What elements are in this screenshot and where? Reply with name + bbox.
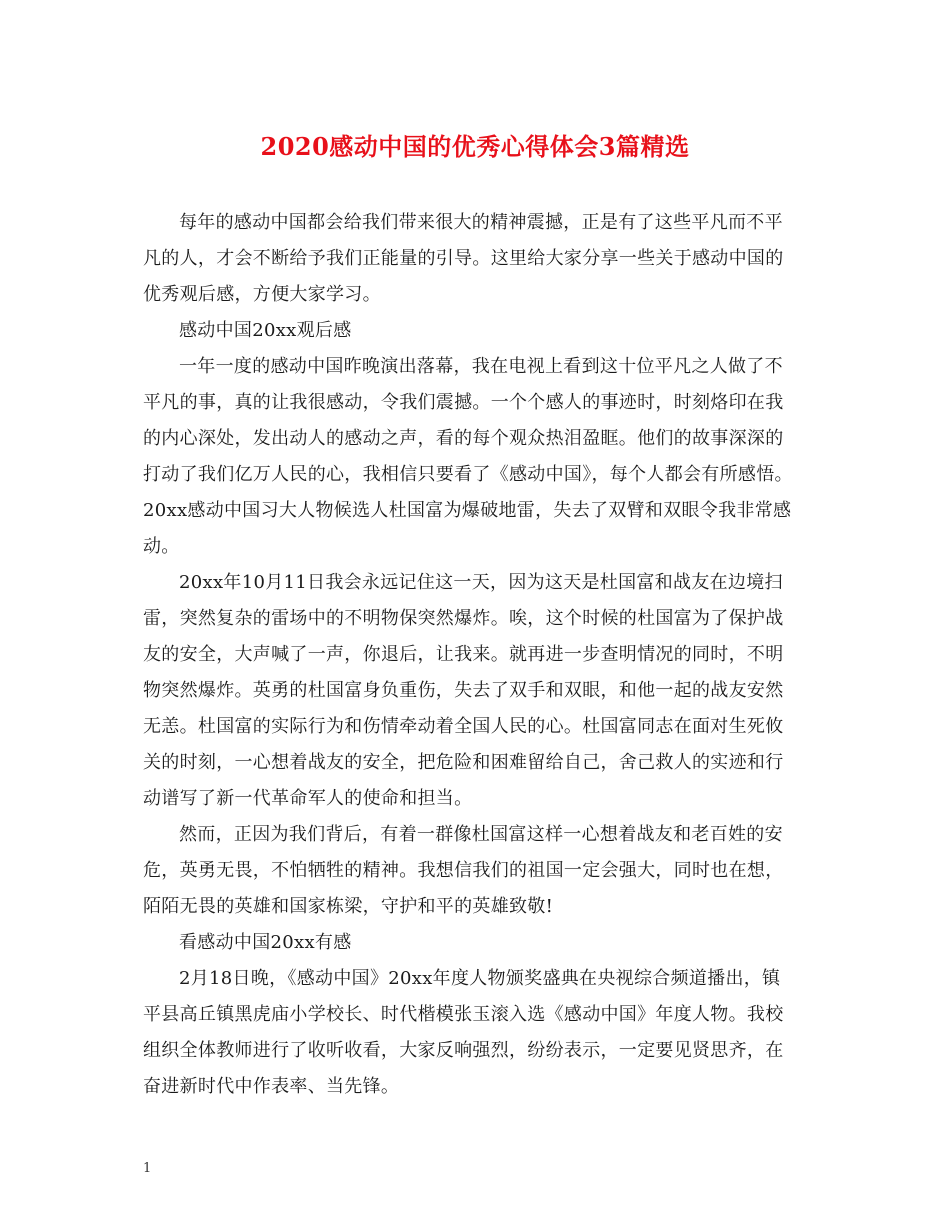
- paragraph-line: 每年的感动中国都会给我们带来很大的精神震撼，正是有了这些平凡而不平: [179, 212, 783, 233]
- paragraph-line: 关的时刻，一心想着战友的安全，把危险和困难留给自己，舍己救人的实迹和行: [143, 752, 784, 773]
- paragraph-line: 雷，突然复杂的雷场中的不明物保突然爆炸。唉，这个时候的杜国富为了保护战: [143, 608, 784, 629]
- paragraph-line: 无恙。杜国富的实际行为和伤情牵动着全国人民的心。杜国富同志在面对生死攸: [143, 716, 784, 737]
- paragraph-line: 打动了我们亿万人民的心，我相信只要看了《感动中国》，每个人都会有所感悟。: [143, 464, 793, 485]
- paragraph-line: 组织全体教师进行了收听收看，大家反响强烈，纷纷表示，一定要见贤思齐，在: [143, 1040, 784, 1061]
- paragraph-line: 危，英勇无畏，不怕牺牲的精神。我想信我们的祖国一定会强大，同时也在想，: [143, 860, 784, 881]
- paragraph-line: 的内心深处，发出动人的感动之声，看的每个观众热泪盈眶。他们的故事深深的: [143, 428, 784, 449]
- paragraph-line: 物突然爆炸。英勇的杜国富身负重伤，失去了双手和双眼，和他一起的战友安然: [143, 680, 784, 701]
- paragraph-line: 然而，正因为我们背后，有着一群像杜国富这样一心想着战友和老百姓的安: [179, 824, 783, 845]
- paragraph-line: 陌陌无畏的英雄和国家栋梁，守护和平的英雄致敬!: [143, 896, 554, 917]
- paragraph-line: 奋进新时代中作表率、当先锋。: [143, 1076, 400, 1097]
- paragraph-line: 动。: [143, 536, 180, 557]
- paragraph-line: 平县高丘镇黑虎庙小学校长、时代楷模张玉滚入选《感动中国》年度人物。我校: [143, 1004, 784, 1025]
- section-heading: 感动中国20xx观后感: [179, 320, 352, 341]
- paragraph-line: 20xx年10月11日我会永远记住这一天，因为这天是杜国富和战友在边境扫: [179, 572, 783, 593]
- paragraph-line: 一年一度的感动中国昨晚演出落幕，我在电视上看到这十位平凡之人做了不: [179, 356, 783, 377]
- paragraph-line: 平凡的事，真的让我很感动，令我们震撼。一个个感人的事迹时，时刻烙印在我: [143, 392, 784, 413]
- document-title: 2020感动中国的优秀心得体会3篇精选: [260, 132, 690, 161]
- paragraph-line: 凡的人，才会不断给予我们正能量的引导。这里给大家分享一些关于感动中国的: [143, 248, 784, 269]
- section-heading: 看感动中国20xx有感: [179, 932, 352, 953]
- paragraph-line: 友的安全，大声喊了一声，你退后，让我来。就再进一步查明情况的同时，不明: [143, 644, 784, 665]
- page-number: 1: [143, 1161, 152, 1176]
- paragraph-line: 2月18日晚，《感动中国》20xx年度人物颁奖盛典在央视综合频道播出，镇: [179, 968, 781, 989]
- paragraph-line: 20xx感动中国习大人物候选人杜国富为爆破地雷，失去了双臂和双眼令我非常感: [143, 500, 792, 521]
- paragraph-line: 优秀观后感，方便大家学习。: [143, 284, 381, 305]
- paragraph-line: 动谱写了新一代革命军人的使命和担当。: [143, 788, 473, 809]
